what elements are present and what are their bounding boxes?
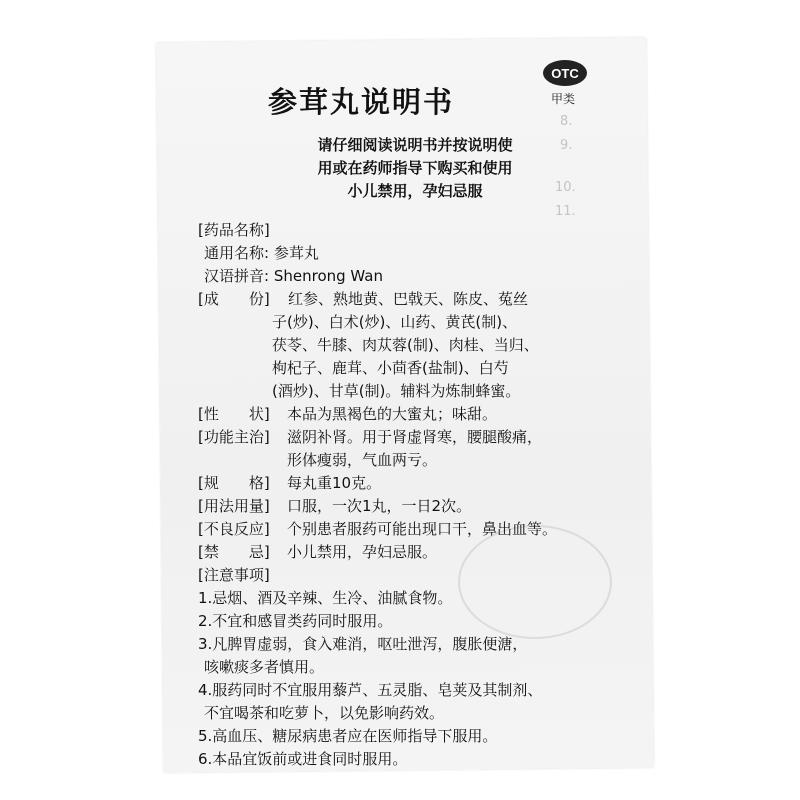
precaution-item: 5.高血压、糖尿病患者应在医师指导下服用。 [198,727,498,745]
drug-name-header: [药品名称] [198,221,270,239]
bleed-through-decor: 9. [560,138,573,153]
contraindications-value: 小儿禁用，孕妇忌服。 [287,543,438,561]
precaution-item: 4.服药同时不宜服用藜芦、五灵脂、皂荚及其制剂、 [198,681,543,699]
precaution-item: 6.本品宜饭前或进食同时服用。 [198,750,408,768]
ingredients-line: (酒炒)、甘草(制)。辅料为炼制蜂蜜。 [272,382,521,400]
ingredients-label: [成 份] [198,290,270,308]
precaution-item: 1.忌烟、酒及辛辣、生冷、油腻食物。 [198,589,453,607]
precaution-item: 2.不宜和感冒类药同时服用。 [198,612,393,630]
specification-label: [规 格] [198,474,270,492]
dosage-label: [用法用量] [198,497,270,515]
properties-value: 本品为黑褐色的大蜜丸；味甜。 [287,405,498,423]
precaution-item-continued: 咳嗽痰多者慎用。 [204,658,325,676]
pinyin-label: 汉语拼音: [204,267,270,285]
indications-line: 滋阴补肾。用于肾虚肾寒，腰腿酸痛， [287,428,543,446]
ingredients-line: 枸杞子、鹿茸、小茴香(盐制)、白芍 [272,359,509,377]
bleed-through-decor: 8. [560,114,573,129]
notice-line: 小儿禁用，孕妇忌服 [347,182,483,200]
generic-name-label: 通用名称: [204,244,270,262]
ingredients-line: 红参、熟地黄、巴戟天、陈皮、菟丝 [288,290,529,308]
notice-line: 用或在药师指导下购买和使用 [317,159,513,177]
bleed-through-decor: 11. [555,204,576,219]
contraindications-label: [禁 忌] [198,543,270,561]
specification-value: 每丸重10克。 [287,474,382,492]
indications-line: 形体瘦弱，气血两亏。 [287,451,438,469]
precaution-item-continued: 不宜喝茶和吃萝卜，以免影响药效。 [204,704,445,722]
usage-notice [250,134,580,203]
properties-label: [性 状] [198,405,270,423]
pinyin-row [204,265,383,286]
adverse-label: [不良反应] [198,520,270,538]
indications-label: [功能主治] [198,428,270,446]
adverse-value: 个别患者服药可能出现口干，鼻出血等。 [287,520,558,538]
bleed-through-decor: 10. [555,180,576,195]
category-label: 甲类 [551,92,576,106]
generic-name-value: 参茸丸 [273,244,319,262]
otc-badge: OTC [543,60,587,86]
precautions-header: [注意事项] [198,566,270,584]
ingredients-line: 茯苓、牛膝、肉苁蓉(制)、肉桂、当归、 [272,336,539,354]
dosage-value: 口服，一次1丸，一日2次。 [287,497,472,515]
pinyin-value: Shenrong Wan [273,267,383,285]
watermark-seal [458,525,612,639]
generic-name-row [204,242,319,263]
ingredients-line: 子(炒)、白术(炒)、山药、黄芪(制)、 [272,313,518,331]
page-title: 参茸丸说明书 [268,85,455,119]
notice-line: 请仔细阅读说明书并按说明使 [317,136,513,154]
precaution-item: 3.凡脾胃虚弱，食入难消，呕吐泄泻，腹胀便溏， [198,635,528,653]
